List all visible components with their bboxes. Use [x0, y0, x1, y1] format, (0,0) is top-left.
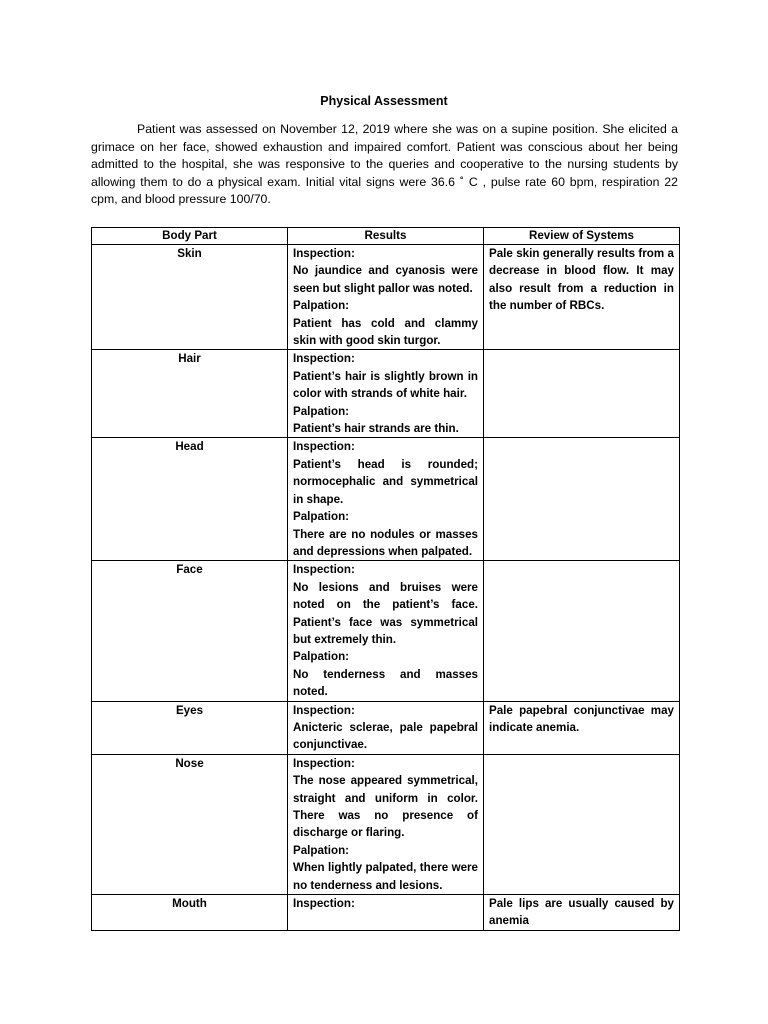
inspection-label: Inspection: [293, 440, 355, 454]
review-cell: Pale lips are usually caused by anemia [484, 895, 680, 931]
review-cell: Pale skin generally results from a decrease in blood flow. It may also result from a reduction in the number of RBCs. [484, 245, 680, 350]
palpation-label: Palpation: [293, 510, 350, 524]
review-cell [484, 561, 680, 701]
review-cell [484, 350, 680, 438]
palpation-text: Patient’s hair strands are thin. [293, 422, 459, 436]
intro-text: Patient was assessed on November 12, 2019 where she was on a supine position. She elicited a grimace on her face, showed exhaustion and impaired comfort. Patient was conscious about her being admitted to the hospital, she was responsive to the queries and cooperative to the nursing students by allowing them to do a physical exam. Initial vital signs were 36.6 ˚ C , pulse rate 60 bpm, respiration 22 cpm, and blood pressure 100/70. [91, 122, 678, 206]
review-cell: Pale papebral conjunctivae may indicate anemia. [484, 701, 680, 754]
intro-paragraph [91, 121, 678, 209]
table-row [92, 438, 680, 561]
palpation-label: Palpation: [293, 299, 350, 313]
results-cell [288, 701, 484, 754]
header-body-part: Body Part [92, 228, 288, 245]
results-cell [288, 350, 484, 438]
inspection-label: Inspection: [293, 563, 355, 577]
assessment-table [91, 227, 680, 931]
table-body [92, 245, 680, 931]
table-row [92, 245, 680, 350]
table-row [92, 895, 680, 931]
palpation-text: No tenderness and masses noted. [293, 667, 478, 699]
table-header-row [92, 228, 680, 245]
inspection-text: The nose appeared symmetrical, straight and uniform in color. There was no presence of discharge or flaring. [293, 774, 478, 840]
inspection-label: Inspection: [293, 703, 355, 717]
table-row [92, 701, 680, 754]
palpation-label: Palpation: [293, 843, 350, 857]
body-part-cell: Nose [92, 754, 288, 894]
results-cell [288, 245, 484, 350]
body-part-cell: Face [92, 561, 288, 701]
palpation-text: Patient has cold and clammy skin with good skin turgor. [293, 316, 478, 348]
inspection-text: No jaundice and cyanosis were seen but slight pallor was noted. [293, 264, 478, 295]
document-title: Physical Assessment [320, 94, 448, 108]
inspection-text: Patient’s head is rounded; normocephalic and symmetrical in shape. [293, 457, 478, 506]
results-cell [288, 438, 484, 561]
results-cell [288, 754, 484, 894]
palpation-label: Palpation: [293, 650, 350, 664]
table-row [92, 350, 680, 438]
palpation-label: Palpation: [293, 404, 350, 418]
inspection-label: Inspection: [293, 756, 355, 770]
table-row [92, 561, 680, 701]
body-part-cell: Hair [92, 350, 288, 438]
palpation-text: When lightly palpated, there were no tenderness and lesions. [293, 861, 478, 892]
header-results: Results [288, 228, 484, 245]
palpation-text: There are no nodules or masses and depressions when palpated. [293, 527, 478, 558]
inspection-label: Inspection: [293, 352, 355, 366]
results-cell [288, 895, 484, 931]
review-cell [484, 754, 680, 894]
review-cell [484, 438, 680, 561]
table-row [92, 754, 680, 894]
body-part-cell: Head [92, 438, 288, 561]
header-review-of-systems: Review of Systems [484, 228, 680, 245]
inspection-label: Inspection: [293, 897, 355, 911]
body-part-cell: Skin [92, 245, 288, 350]
inspection-text: No lesions and bruises were noted on the patient’s face. Patient’s face was symmetrical but extremely thin. [293, 580, 478, 646]
body-part-cell: Mouth [92, 895, 288, 931]
inspection-text: Anicteric sclerae, pale papebral conjunctivae. [293, 720, 478, 752]
body-part-cell: Eyes [92, 701, 288, 754]
results-cell [288, 561, 484, 701]
inspection-text: Patient’s hair is slightly brown in color with strands of white hair. [293, 369, 478, 401]
inspection-label: Inspection: [293, 247, 355, 260]
